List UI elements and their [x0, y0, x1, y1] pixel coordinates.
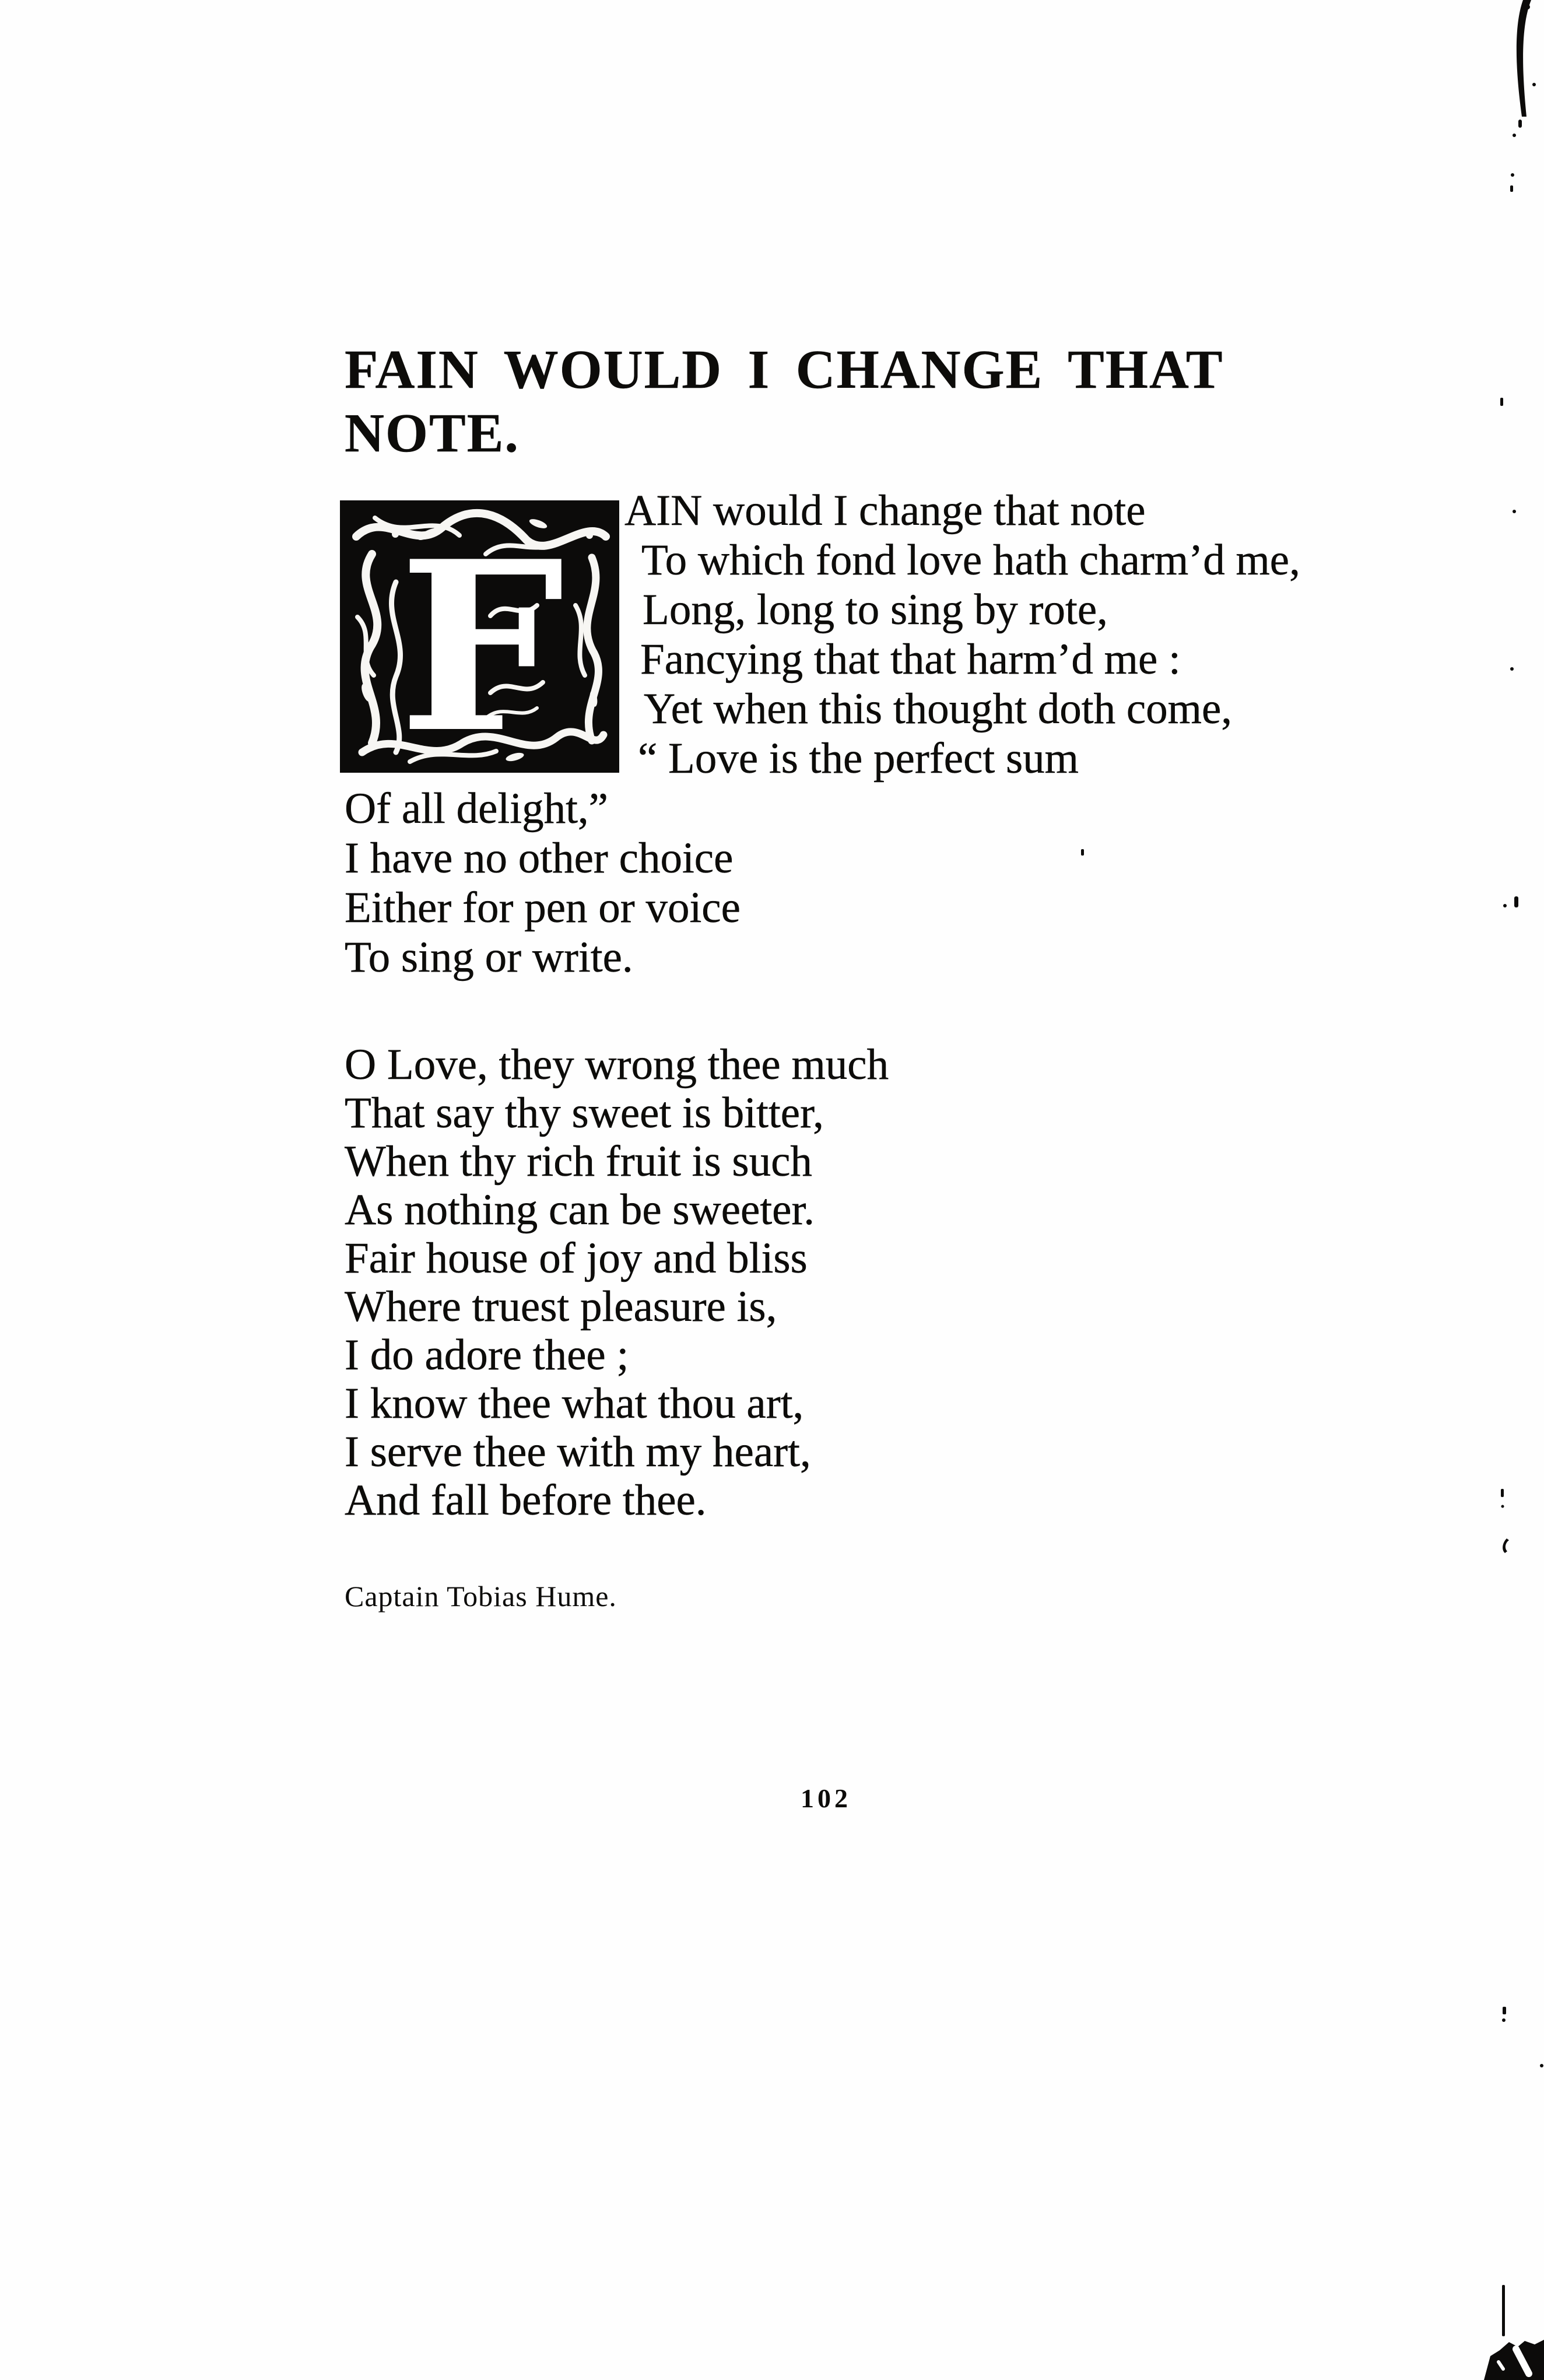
poem-line: Where truest pleasure is,	[345, 1282, 777, 1331]
poem-line: That say thy sweet is bitter,	[345, 1089, 824, 1137]
author-attribution: Captain Tobias Hume.	[345, 1580, 617, 1613]
poem-line: Fair house of joy and bliss	[345, 1234, 808, 1282]
poem-title-line-2: NOTE.	[345, 403, 520, 464]
drop-cap-ornament	[340, 500, 619, 773]
poem-line: Fancying that that harm’d me :	[640, 635, 1181, 683]
poem-line: I do adore thee ;	[345, 1331, 629, 1379]
poem-line: And fall before thee.	[345, 1476, 707, 1524]
poem-line: Either for pen or voice	[345, 884, 741, 932]
poem-line: I serve thee with my heart,	[345, 1428, 811, 1476]
poem-line: As nothing can be sweeter.	[345, 1186, 815, 1234]
poem-line: To which fond love hath charm’d me,	[641, 536, 1300, 584]
drop-cap-letter: F	[399, 510, 564, 773]
poem-line: When thy rich fruit is such	[345, 1137, 812, 1186]
poem-line: Yet when this thought doth come,	[644, 685, 1233, 733]
poem-line: I have no other choice	[345, 834, 734, 882]
poem-line: AIN would I change that note	[624, 486, 1146, 535]
poem-line: O Love, they wrong thee much	[345, 1040, 889, 1089]
poem-line: Long, long to sing by rote,	[643, 586, 1108, 634]
poem-title-line-1: FAIN WOULD I CHANGE THAT	[345, 339, 1224, 400]
poem-line: “ Love is the perfect sum	[638, 734, 1079, 783]
poem-line: I know thee what thou art,	[345, 1379, 804, 1428]
poem-line: Of all delight,”	[345, 784, 608, 833]
poem-line: To sing or write.	[345, 933, 633, 982]
page-number: 102	[801, 1783, 851, 1813]
